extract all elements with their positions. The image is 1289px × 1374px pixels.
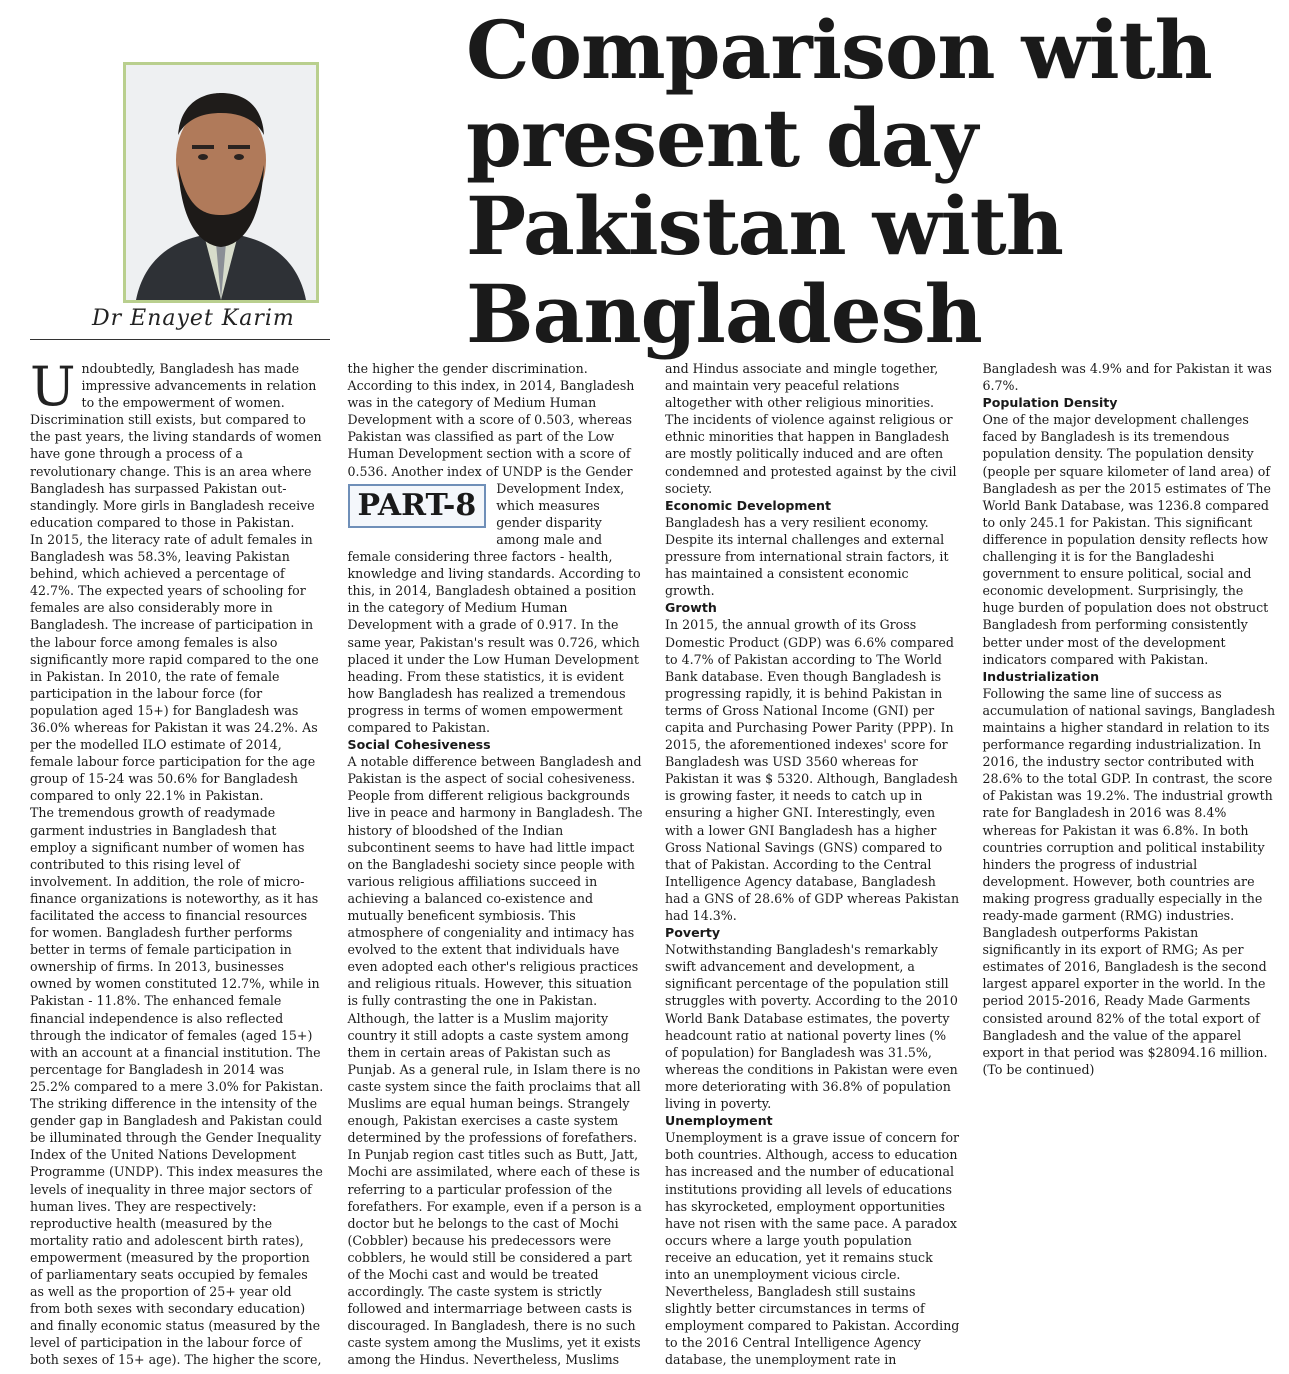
part-label-box (348, 484, 487, 528)
section-heading-growth: Growth (665, 600, 717, 616)
paragraph: The tremendous growth of readymade garment industries in Bangladesh that employ a significant number of women has contributed to this rising level of involvement. In addition, the role of micro-finance organizations is noteworthy, as it has facilitated the access to financial resources for women. Bangladesh further performs better in terms of female participation in ownership of firms. In 2013, businesses owned by women constituted 12.7%, while in Pakistan - 11.8%. The enhanced female financial independence is also reflected through the indicator of females (aged 15+) with an account at a financial institution. The percentage for Bangladesh in 2014 was 25.2% compared to a mere 3.0% for Pakistan. The striking difference in the intensity of the gender gap in Bangladesh and Pakistan could be illuminated through the Gender Inequality Index of the United Nations Development Programme (UNDP). This index measures the levels of inequality in three major sectors of human lives. They are respectively: reproductive health (measured by the mortality ratio and adolescent birth rates), empowerment (measured by the proportion of parliamentary seats occupied by females as well as the proportion of 25+ year old from both sexes with secondary education) and finally economic status (measured by the level of participation in the labour force of both sexes of 15+ age). The higher the score, the higher the gender discrimination. According to this index, in 2014, Bangladesh was in the category of Medium Human Development with a score of 0.503, whereas Pakistan was classified as part of the Low Human Development section with a score of 0.536. Another index of UNDP is the Gender (30, 361, 635, 1368)
drop-cap: U (30, 355, 76, 418)
section-heading-social: Social Cohesiveness (347, 737, 491, 753)
article-body (30, 355, 1278, 1370)
paragraph: One of the major development challenges faced by Bangladesh is its tremendous population density. The population density (people per square kilometer of land area) of Bangladesh as per the 2015 estimates of The World Bank Database, was 1236.8 compared to only 245.1 for Pakistan. This significant difference in population density reflects how challenging it is for the Bangladeshi government to ensure political, social and economic development. Surprisingly, the huge burden of population does not obstruct Bangladesh from performing consistently better under most of the development indicators compared with Pakistan. (982, 412, 1271, 667)
paragraph: A notable difference between Bangladesh and Pakistan is the aspect of social cohesiveness. People from different religious backgrounds live in peace and harmony in Bangladesh. The history of bloodshed of the Indian subcontinent seems to have had little impact on the Bangladeshi society since people with various religious affiliations succeed in achieving a balanced co-existence and mutually beneficent symbiosis. This atmosphere of congeniality and intimacy has evolved to the extent that individuals have even adopted each other's religious practices and religious rituals. However, this situation is fully contrasting the one in Pakistan. Although, the latter is a Muslim majority country it still adopts a caste system among them in certain areas of Pakistan such as Punjab. As a general rule, in Islam there is no caste system since the faith proclaims that all Muslims are equal human beings. Strangely enough, Pakistan exercises a caste system determined by the professions of forefathers. In Punjab region cast titles such as Butt, Jatt, Mochi are assimilated, where each of these is referring to a particular profession of the forefathers. For example, even if a person is a doctor but he belongs to the cast of Mochi (Cobbler) because his predecessors were cobblers, he would still be considered a part of the Mochi cast and would be treated accordingly. The caste system is strictly followed and intermarriage between casts is discouraged. In Bangladesh, there is no such caste system among the Muslims, yet it exists among the Hindus. Nevertheless, Muslims and Hindus associate and mingle together, and maintain very peaceful relations altogether with other religious minorities. The incidents of violence against religious or ethnic minorities that happen in Bangladesh are mostly politically induced and are often condemned and protested against by the civil society. (347, 361, 957, 1368)
author-name: Dr Enayet Karim (92, 306, 295, 331)
paragraph-text: Development Index, which measures gender disparity among male and female considering three factors - health, knowledge and living standards. According to this, in 2014, Bangladesh obtained a position in the category of Medium Human Development with a grade of 0.917. In the same year, Pakistan's result was 0.726, which placed it under the Low Human Development heading. From these statistics, it is evident how Bangladesh has realized a tremendous progress in terms of women empowerment compared to Pakistan. (347, 480, 641, 735)
paragraph: Following the same line of success as accumulation of national savings, Bangladesh maintains a higher standard in relation to its performance regarding industrialization. In 2016, the industry sector contributed with 28.6% to the total GDP. In contrast, the score of Pakistan was 19.2%. The industrial growth rate for Bangladesh in 2016 was 8.4% whereas for Pakistan it was 6.8%. In both countries corruption and political instability hinders the progress of industrial development. However, both countries are making progress gradually especially in the ready-made garment (RMG) industries. Bangladesh outperforms Pakistan significantly in its export of RMG; As per estimates of 2016, Bangladesh is the second largest apparel exporter in the world. In the period 2015-2016, Ready Made Garments consisted around 82% of the total export of Bangladesh and the value of the apparel export in that period was $28094.16 million. (To be continued) (982, 685, 1276, 1077)
section-heading-economic: Economic Development (665, 497, 832, 513)
paragraph: Bangladesh has a very resilient economy. Despite its internal challenges and external pressure from international strain factors, it has maintained a consistent economic growth. (665, 514, 949, 599)
author-portrait-image (126, 65, 316, 300)
headline: Comparison with present day Pakistan with Bangladesh (466, 3, 1212, 361)
paragraph: In 2015, the literacy rate of adult females in Bangladesh was 58.3%, leaving Pakistan behind, which achieved a percentage of 42.7%. The expected years of schooling for females are also considerably more in Bangladesh. The increase of participation in the labour force among females is also significantly more rapid compared to the one in Pakistan. In 2010, the rate of female participation in the labour force (for population aged 15+) for Bangladesh was 36.0% whereas for Pakistan it was 24.2%. As per the modelled ILO estimate of 2014, female labour force participation for the age group of 15-24 was 50.6% for Bangladesh compared to only 22.1% in Pakistan. (30, 531, 319, 804)
section-heading-industrialization: Industrialization (982, 668, 1100, 684)
paragraph-intro (30, 355, 326, 531)
paragraph: In 2015, the annual growth of its Gross Domestic Product (GDP) was 6.6% compared to 4.7% of Pakistan according to The World Bank database. Even though Bangladesh is progressing rapidly, it is behind Pakistan in terms of Gross National Income (GNI) per capita and Purchasing Power Parity (PPP). In 2015, the aforementioned indexes' score for Bangladesh was USD 3560 whereas for Pakistan it was $ 5320. Although, Bangladesh is growing faster, it needs to catch up in ensuring a higher GNI. Interestingly, even with a lower GNI Bangladesh has a higher Gross National Savings (GNS) compared to that of Pakistan. According to the Central Intelligence Agency database, Bangladesh had a GNS of 28.6% of GDP whereas Pakistan had 14.3%. (665, 617, 960, 923)
section-heading-unemployment: Unemployment (665, 1113, 773, 1129)
author-photo (123, 62, 319, 303)
paragraph: Notwithstanding Bangladesh's remarkably swift advancement and development, a significant percentage of the population still struggles with poverty. According to the 2010 World Bank Database estimates, the poverty headcount ratio at national poverty lines (% of population) for Bangladesh was 31.5%, whereas the conditions in Pakistan were even more deteriorating with 36.8% of population living in poverty. (665, 942, 958, 1112)
paragraph-intro-text: ndoubtedly, Bangladesh has made impressive advancements in relation to the empowerment of women. Discrimination still exists, but compared to the past years, the living standards of women have gone through a process of a revolutionary change. This is an area where Bangladesh has surpassed Pakistan out-standingly. More girls in Bangladesh receive education compared to those in Pakistan. (30, 361, 322, 530)
paragraph (348, 480, 644, 736)
author-divider (30, 339, 330, 340)
section-heading-population: Population Density (982, 395, 1118, 411)
section-heading-poverty: Poverty (665, 925, 721, 941)
paragraph: Unemployment is a grave issue of concern for both countries. Although, access to education has increased and the number of educational institutions providing all levels of educations has skyrocketed, employment opportunities have not risen with the same pace. A paradox occurs where a large youth population receive an education, yet it remains stuck into an unemployment vicious circle. Nevertheless, Bangladesh still sustains slightly better circumstances in terms of employment compared to Pakistan. According to the 2016 Central Intelligence Agency database, the unemployment rate in Bangladesh was 4.9% and for Pakistan it was 6.7%. (665, 361, 1272, 1368)
part-label: PART-8 (357, 487, 477, 523)
